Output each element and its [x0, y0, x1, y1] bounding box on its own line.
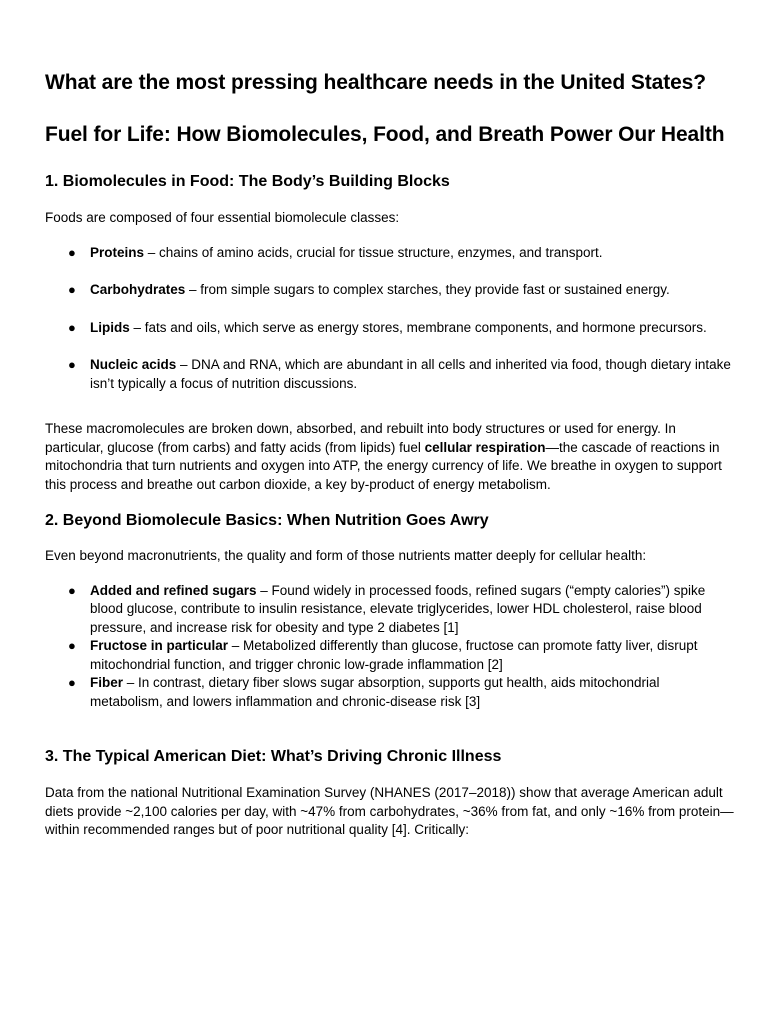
- bullet-icon: ●: [68, 582, 76, 598]
- list-item: [45, 582, 735, 638]
- bullet-icon: ●: [68, 244, 76, 260]
- bullet-icon: ●: [68, 675, 76, 690]
- list-item-term: Lipids: [90, 319, 130, 335]
- bullet-icon: ●: [68, 319, 76, 335]
- list-item: [45, 281, 735, 300]
- section-1-paragraph: [45, 420, 735, 494]
- list-item: [45, 244, 735, 263]
- paragraph-text: These macromolecules are broken down, absorbed, and rebuilt into body structures or used for energy. In particular, glucose (from carbs) and fatty acids (from lipids) fuel: [45, 421, 676, 455]
- bullet-icon: ●: [68, 357, 76, 372]
- list-item-term: Nucleic acids: [90, 357, 177, 372]
- list-item-text: – In contrast, dietary fiber slows sugar absorption, supports gut health, aids mitochondrial metabolism, and lowers inflammation and chronic-disease risk [3]: [90, 675, 660, 709]
- page-title: What are the most pressing healthcare needs in the United States?: [45, 71, 706, 94]
- list-item: [45, 356, 735, 393]
- bullet-icon: ●: [68, 282, 76, 297]
- list-item-text: – Metabolized differently than glucose, fructose can promote fatty liver, disrupt mitochondrial function, and trigger chronic low-grade inflammation [2]: [90, 638, 698, 672]
- biomolecule-list: [45, 244, 735, 394]
- bullet-icon: ●: [68, 638, 76, 653]
- document-page: [45, 0, 735, 840]
- paragraph-bold-term: cellular respiration: [424, 439, 546, 455]
- paragraph-text: —the cascade of reactions in mitochondria that turn nutrients and oxygen into ATP, the energy currency of life. We breathe in oxygen to support this process and breathe out carbon dioxide, a key by-product of energy metabolism.: [45, 439, 722, 492]
- section-2-intro: Even beyond macronutrients, the quality and form of those nutrients matter deeply for cellular health:: [45, 548, 647, 563]
- list-item-term: Fructose in particular: [90, 638, 229, 653]
- list-item-text: – from simple sugars to complex starches, they provide fast or sustained energy.: [185, 282, 670, 297]
- list-item-term: Fiber: [90, 675, 124, 690]
- page-subtitle: Fuel for Life: How Biomolecules, Food, and Breath Power Our Health: [45, 123, 725, 146]
- list-item-term: Added and refined sugars: [90, 582, 257, 598]
- list-item-term: Carbohydrates: [90, 282, 186, 297]
- section-2-heading: 2. Beyond Biomolecule Basics: When Nutrition Goes Awry: [45, 512, 489, 529]
- list-item-text: – Found widely in processed foods, refined sugars (“empty calories”) spike blood glucose, contribute to insulin resistance, elevate triglycerides, lower HDL cholesterol, raise blood pressure, and increase risk for obesity and type 2 diabetes [1]: [90, 582, 706, 635]
- nutrition-list: [45, 582, 735, 712]
- section-3-paragraph: Data from the national Nutritional Examination Survey (NHANES (2017–2018)) show that average American adult diets provide ~2,100 calories per day, with ~47% from carbohydrates, ~36% from fat, and only ~16% from protein—within recommended ranges but of poor nutritional quality [4]. Critically:: [45, 785, 734, 837]
- section-1-heading: 1. Biomolecules in Food: The Body’s Building Blocks: [45, 173, 450, 190]
- list-item-text: – DNA and RNA, which are abundant in all cells and inherited via food, though dietary intake isn’t typically a focus of nutrition discussions.: [90, 357, 731, 391]
- list-item: [45, 319, 735, 338]
- list-item: [45, 637, 735, 674]
- section-1-intro: Foods are composed of four essential biomolecule classes:: [45, 210, 400, 225]
- list-item: [45, 674, 735, 711]
- list-item-text: – chains of amino acids, crucial for tissue structure, enzymes, and transport.: [144, 244, 603, 260]
- section-3-heading: 3. The Typical American Diet: What’s Driving Chronic Illness: [45, 748, 502, 765]
- list-item-term: Proteins: [90, 244, 145, 260]
- list-item-text: – fats and oils, which serve as energy stores, membrane components, and hormone precursors.: [129, 319, 707, 335]
